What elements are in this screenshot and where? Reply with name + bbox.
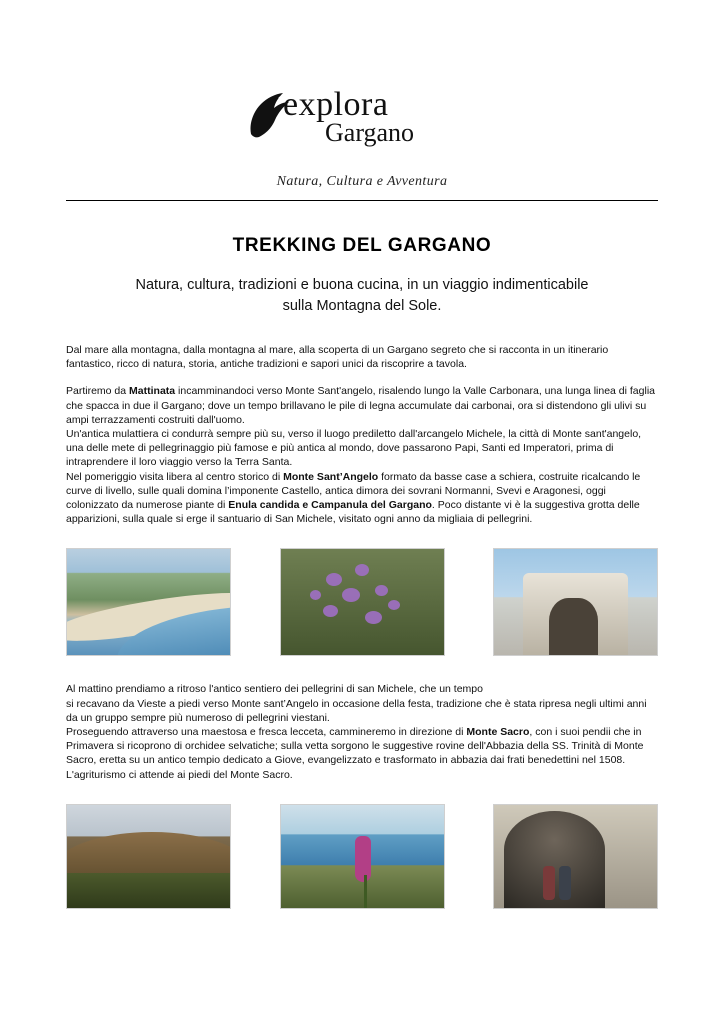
logo-wordmark-row [237, 86, 487, 147]
photo-orchid-sea [280, 804, 445, 909]
photo-purple-flowers [280, 548, 445, 656]
page-title: TREKKING DEL GARGANO [232, 235, 492, 256]
intro-paragraph: Dal mare alla montagna, dalla montagna al mare, alla scoperta di un Gargano segreto che si racconta in un itinerario fantastico, ricco di natura, storia, antiche tradizioni e sapori unici da riscoprire a tavola. [66, 344, 609, 371]
logo [237, 88, 487, 190]
logo-tagline: Natura, Cultura e Avventura [276, 174, 448, 189]
paragraph-one: Partiremo da Mattinata incamminandoci verso Monte Sant'angelo, risalendo lungo la Valle Carbonara, una lunga linea di faglia che spacca in due il Gargano; dove un tempo brillavano le pile di legna accumulate dai carbonai, ora si distendono gli ulivi su ampi terrazzamenti costruiti dall'uomo. Un'antica mulattiera ci condurrà sempre più su, verso il luogo prediletto dall'arcangelo Michele, la città di Monte sant'angelo, una delle mete di pellegrinaggio più famose e più antica al mondo, dove passarono Papi, Santi ed Imperatori, prima di intraprendere il loro viaggio verso la Terra Santa. Nel pomeriggio visita libera al centro storico di Monte Sant’Angelo formato da basse case a schiera, costruite ricalcando le curve di livello, sulle quali domina l’imponente Castello, antica dimora dei sovrani Normanni, Svevi e Aragonesi, oggi colonizzato da numerose piante di Enula candida e Campanula del Gargano. Poco distante vi è la suggestiva grotta delle apparizioni, sulla quale si erge il santuario di San Michele, visitato ogni anno da migliaia di pellegrini. [66, 385, 655, 526]
logo-word-explora: explora [283, 86, 389, 123]
paragraph-two: Al mattino prendiamo a ritroso l'antico sentiero dei pellegrini di san Michele, che un tempo si recavano da Vieste a piedi verso Monte sant’Angelo in occasione della festa, tradizione che è stata ripresa negli ultimi anni da un gruppo sempre più numeroso di pellegrini viestani. Proseguendo attraverso una maestosa e fresca lecceta, cammineremo in direzione di Monte Sacro, con i suoi pendii che in Primavera si ricoprono di orchidee selvatiche; sulla vetta sorgono le suggestive rovine dell'Abbazia della SS. Trinità di Monte Sacro, eretta su un antico tempio dedicato a Giove, evangelizzato e trasformato in abbazia dai frati benedettini nel 1508. L'agriturismo ci attende ai piedi del Monte Sacro. [66, 683, 647, 781]
photo-mountain [66, 804, 231, 909]
photo-coastline [66, 548, 231, 656]
logo-block [66, 0, 658, 190]
photo-church-facade [493, 548, 658, 656]
photo-stone-arch-hikers [493, 804, 658, 909]
gallery-row-2 [66, 804, 658, 909]
page-subtitle: Natura, cultura, tradizioni e buona cucina, in un viaggio indimenticabile sulla Montagna del Sole. [135, 277, 589, 314]
header-divider [66, 200, 658, 201]
gallery-row-1 [66, 548, 658, 656]
logo-word-gargano: Gargano [325, 118, 415, 147]
